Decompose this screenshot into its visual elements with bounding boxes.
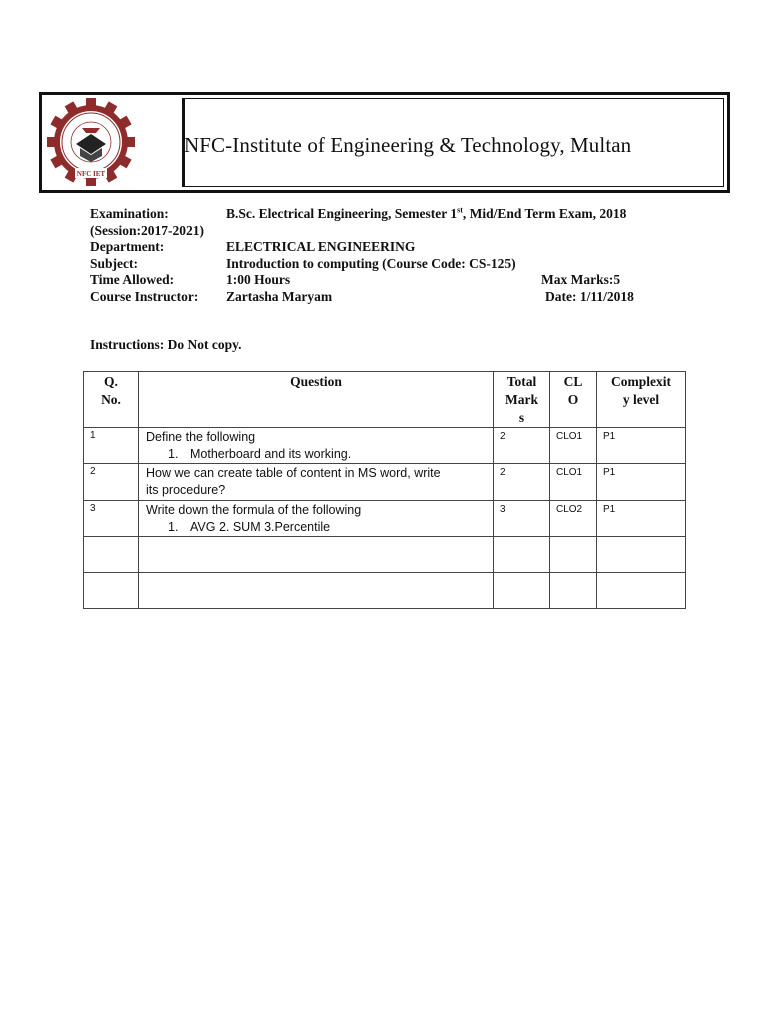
- empty-cell: [139, 537, 494, 573]
- table-row-empty: [84, 537, 686, 573]
- subject-row: [90, 256, 690, 273]
- department-value: ELECTRICAL ENGINEERING: [226, 239, 416, 254]
- header-marks-line1: Total: [506, 374, 537, 389]
- header-complexity-line1: Complexit: [611, 374, 671, 389]
- row2-question: [139, 464, 494, 501]
- header-marks-line2: Mark: [505, 392, 538, 407]
- row1-subitem-text: Motherboard and its working.: [190, 447, 352, 461]
- session-text: (Session:2017-2021): [90, 222, 204, 238]
- max-marks: Max Marks:5: [541, 272, 621, 287]
- row3-question: [139, 501, 494, 537]
- row1-marks: 2: [494, 428, 550, 464]
- row3-marks: 3: [494, 501, 550, 537]
- instructions: Instructions: Do Not copy.: [90, 337, 242, 352]
- row3-qno: 3: [84, 501, 139, 537]
- row1-level: P1: [597, 428, 686, 464]
- time-value: 1:00 Hours: [226, 272, 291, 287]
- table-row: [84, 501, 686, 537]
- row2-clo: CLO1: [550, 464, 597, 501]
- department-row: [90, 239, 690, 256]
- subject-value: Introduction to computing (Course Code: CS-125): [226, 255, 516, 271]
- questions-table: [83, 371, 686, 609]
- header-complexity-line2: y level: [622, 392, 660, 407]
- empty-cell: [597, 573, 686, 609]
- institute-title: NFC-Institute of Engineering & Technology, Multan: [184, 133, 632, 157]
- row3-level: P1: [597, 501, 686, 537]
- empty-cell: [84, 573, 139, 609]
- row1-subitem: [146, 446, 493, 463]
- empty-cell: [84, 537, 139, 573]
- row2-question-line1: How we can create table of content in MS word, write: [146, 466, 441, 480]
- examination-value-suffix: , Mid/End Term Exam, 2018: [462, 206, 627, 221]
- header-marks: [494, 372, 550, 428]
- header-clo-line1: CL: [563, 374, 583, 389]
- examination-value: [226, 206, 626, 223]
- session-row: [90, 223, 690, 240]
- logo-text: NFC IET: [76, 170, 106, 178]
- header-clo: [550, 372, 597, 428]
- row3-question-text: Write down the formula of the following: [146, 503, 362, 517]
- exam-date: Date: 1/11/2018: [545, 288, 634, 304]
- empty-cell: [494, 573, 550, 609]
- row1-clo: CLO1: [550, 428, 597, 464]
- row3-subitem-number: 1.: [168, 520, 179, 534]
- header-complexity: [597, 372, 686, 428]
- row1-qno: 1: [84, 428, 139, 464]
- department-label: Department:: [90, 239, 165, 254]
- empty-cell: [550, 573, 597, 609]
- institute-logo: [44, 98, 138, 188]
- table-row-empty: [84, 573, 686, 609]
- instructor-label: Course Instructor:: [90, 288, 199, 304]
- header-marks-line3: s: [518, 410, 525, 425]
- row2-question-line2: its procedure?: [146, 483, 226, 497]
- subject-label: Subject:: [90, 255, 138, 271]
- examination-label: Examination:: [90, 206, 169, 221]
- empty-cell: [139, 573, 494, 609]
- time-label: Time Allowed:: [90, 272, 175, 287]
- examination-row: [90, 206, 690, 223]
- row1-question: [139, 428, 494, 464]
- examination-value-prefix: B.Sc. Electrical Engineering, Semester 1: [226, 206, 458, 221]
- examination-value-sup: st: [457, 205, 463, 215]
- header-qno: [84, 372, 139, 428]
- instructor-value: Zartasha Maryam: [226, 288, 333, 304]
- row3-subitem: [146, 519, 493, 536]
- header-box: [39, 92, 730, 193]
- row3-subitem-text: AVG 2. SUM 3.Percentile: [190, 520, 331, 534]
- empty-cell: [550, 537, 597, 573]
- table-header-row: [84, 372, 686, 428]
- row3-clo: CLO2: [550, 501, 597, 537]
- header-qno-line2: No.: [101, 392, 121, 407]
- row1-question-text: Define the following: [146, 430, 256, 444]
- time-row: [90, 272, 690, 289]
- row2-qno: 2: [84, 464, 139, 501]
- header-question: Question: [139, 372, 494, 428]
- header-qno-line1: Q.: [104, 374, 118, 389]
- instructor-row: [90, 289, 690, 306]
- table-row: [84, 464, 686, 501]
- header-clo-line2: O: [567, 392, 579, 407]
- empty-cell: [494, 537, 550, 573]
- exam-info: [90, 206, 690, 305]
- empty-cell: [597, 537, 686, 573]
- table-row: [84, 428, 686, 464]
- row1-subitem-number: 1.: [168, 447, 179, 461]
- row2-level: P1: [597, 464, 686, 501]
- row2-marks: 2: [494, 464, 550, 501]
